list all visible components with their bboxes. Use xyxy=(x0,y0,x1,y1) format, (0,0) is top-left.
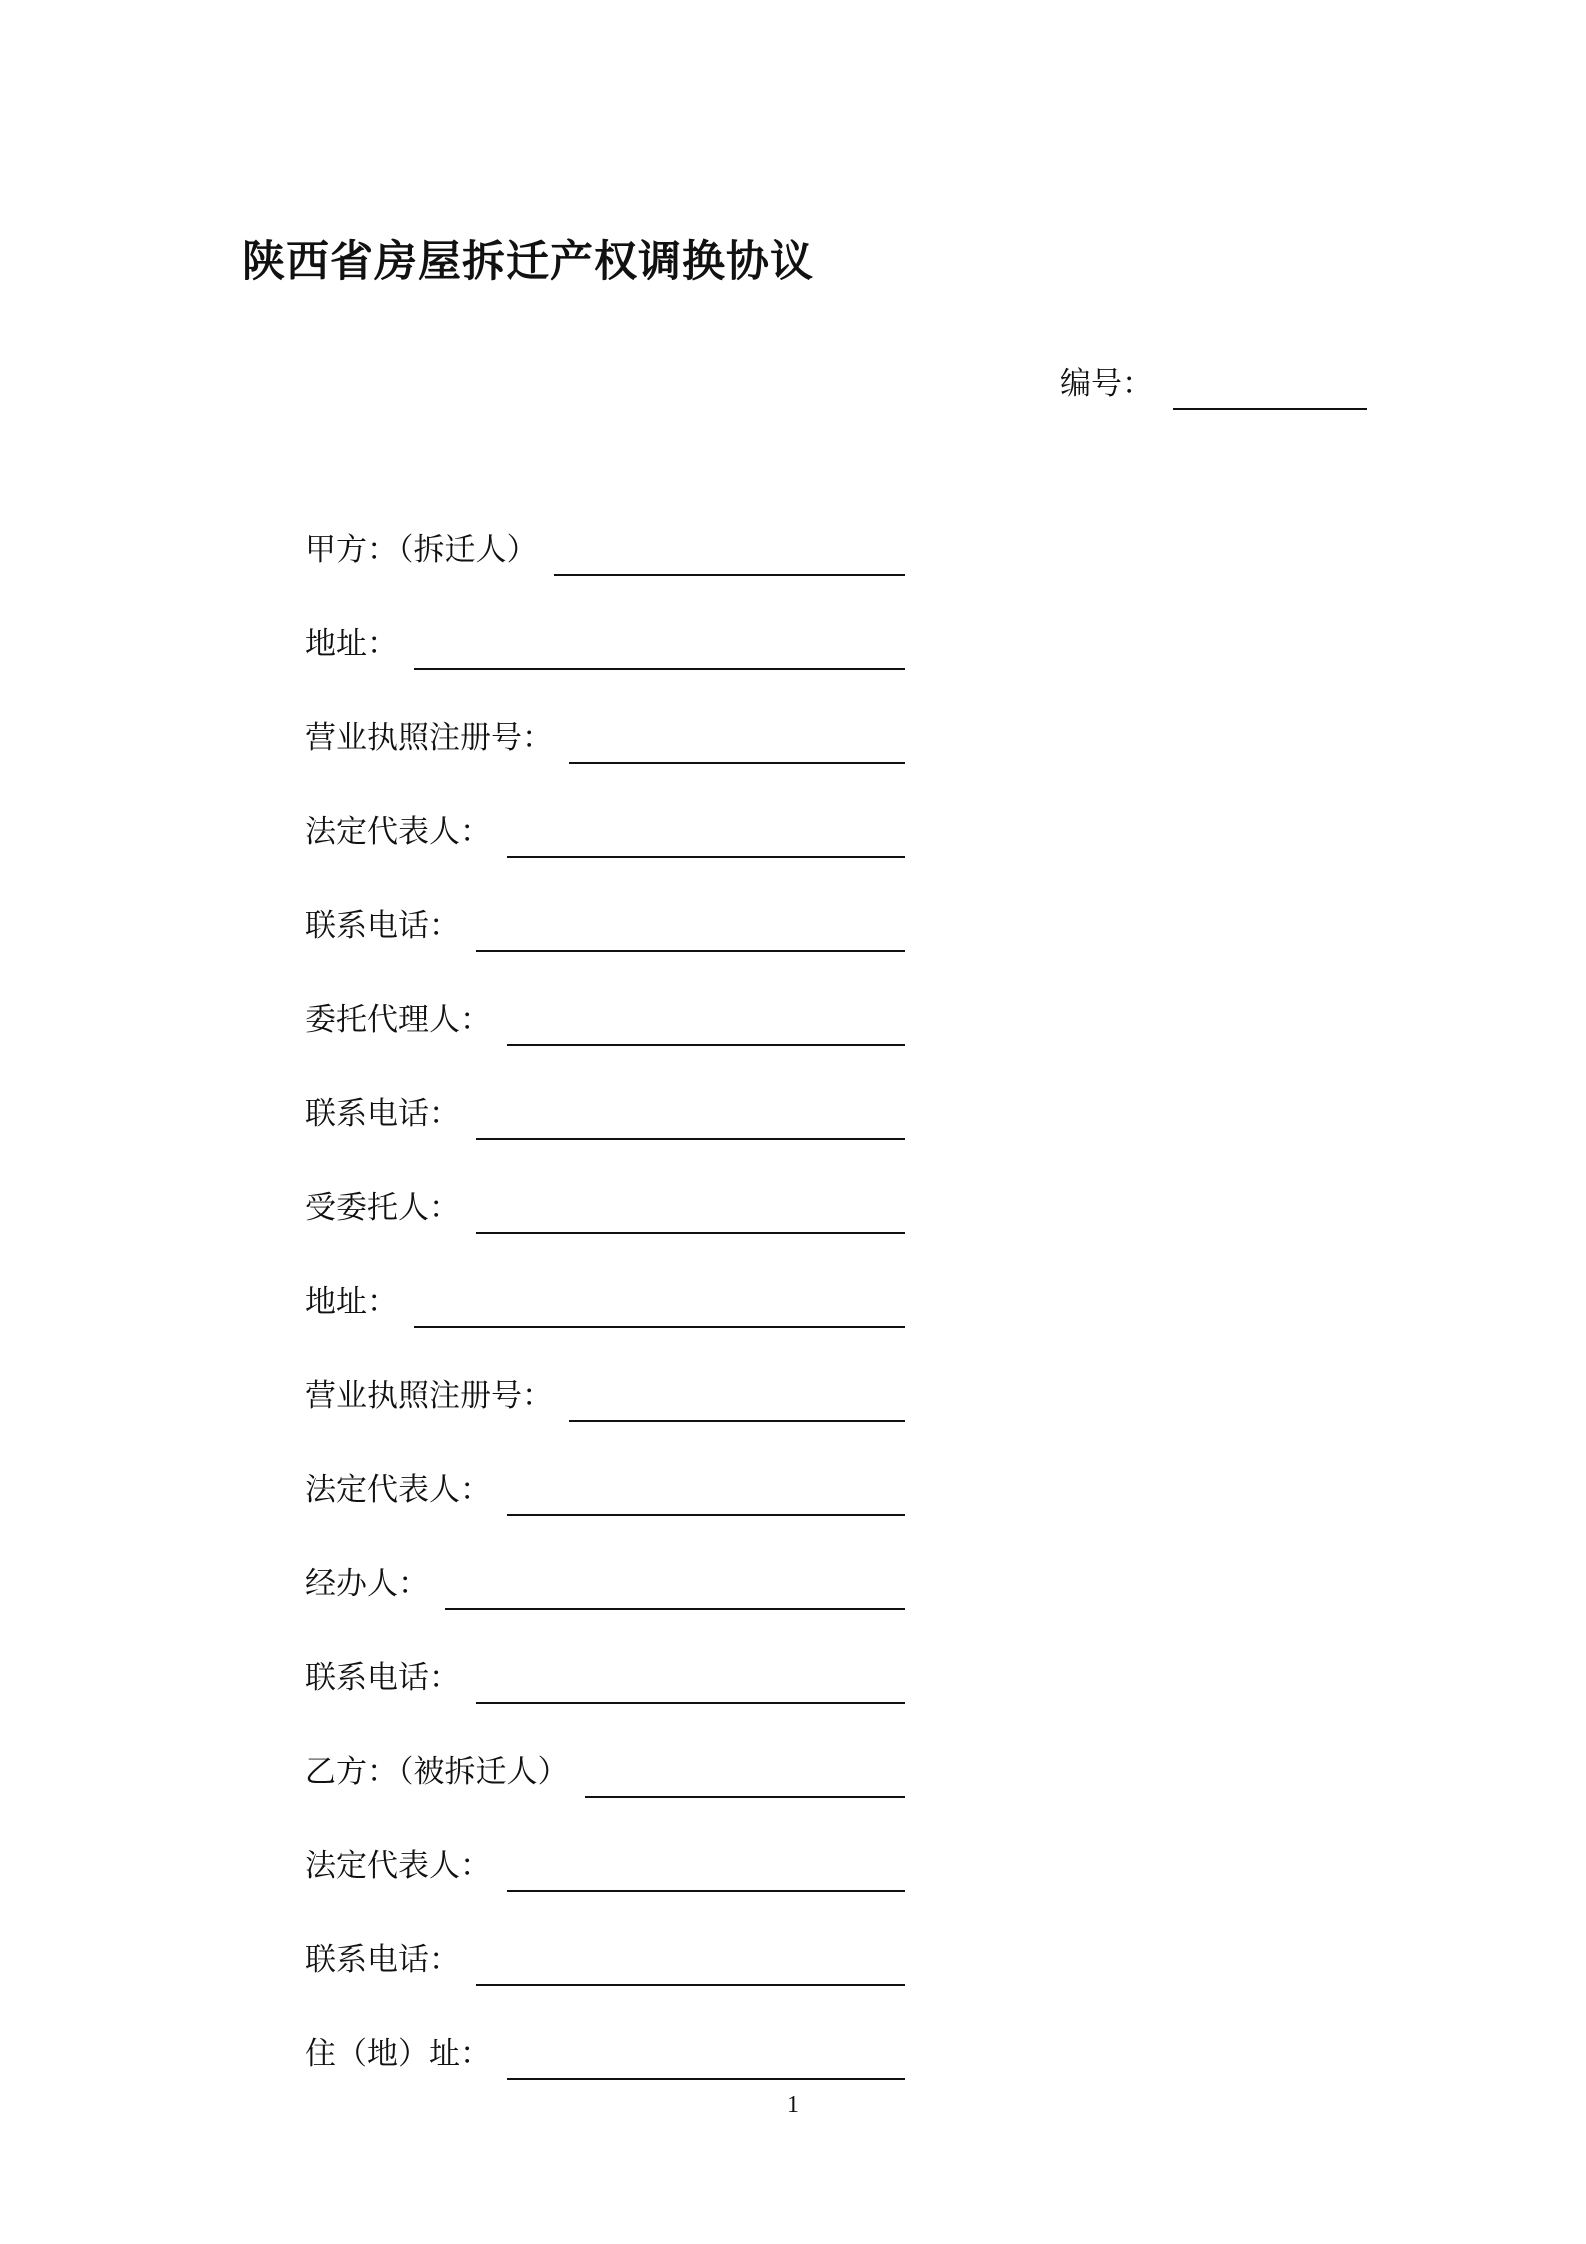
field-label: 乙方：（被拆迁人） xyxy=(305,1754,569,1790)
field-blank xyxy=(507,816,905,858)
field-party-b xyxy=(305,1704,905,1798)
field-label: 营业执照注册号： xyxy=(305,720,553,756)
field-blank xyxy=(507,1004,905,1046)
field-trustee xyxy=(305,1140,905,1234)
field-party-a-phone xyxy=(305,858,905,952)
field-label: 住（地）址： xyxy=(305,2036,491,2072)
field-blank xyxy=(476,910,905,952)
document-title: 陕西省房屋拆迁产权调换协议 xyxy=(242,237,814,287)
field-handler xyxy=(305,1516,905,1610)
field-label: 联系电话： xyxy=(305,908,460,944)
field-blank xyxy=(507,1474,905,1516)
field-blank xyxy=(585,1756,906,1798)
field-blank xyxy=(569,722,905,764)
contract-number-label: 编号： xyxy=(1060,366,1153,402)
party-fields xyxy=(305,482,905,2080)
field-trustee-address xyxy=(305,1234,905,1328)
field-label: 联系电话： xyxy=(305,1942,460,1978)
field-party-a xyxy=(305,482,905,576)
field-blank xyxy=(414,1286,905,1328)
field-party-b-legal-rep xyxy=(305,1798,905,1892)
field-blank xyxy=(476,1098,905,1140)
field-blank xyxy=(554,534,906,576)
field-blank xyxy=(476,1662,905,1704)
field-label: 地址： xyxy=(305,626,398,662)
field-party-b-address xyxy=(305,1986,905,2080)
field-blank xyxy=(445,1568,905,1610)
field-label: 联系电话： xyxy=(305,1660,460,1696)
field-label: 受委托人： xyxy=(305,1190,460,1226)
field-label: 法定代表人： xyxy=(305,814,491,850)
contract-number-row xyxy=(1060,360,1367,410)
field-party-a-license xyxy=(305,670,905,764)
field-blank xyxy=(507,1850,905,1892)
field-label: 委托代理人： xyxy=(305,1002,491,1038)
field-label: 法定代表人： xyxy=(305,1472,491,1508)
contract-number-blank xyxy=(1173,368,1367,410)
field-party-b-phone xyxy=(305,1892,905,1986)
field-label: 联系电话： xyxy=(305,1096,460,1132)
field-blank xyxy=(476,1944,905,1986)
field-agent-phone xyxy=(305,1046,905,1140)
field-blank xyxy=(507,2038,905,2080)
field-trustee-license xyxy=(305,1328,905,1422)
field-label: 法定代表人： xyxy=(305,1848,491,1884)
field-label: 经办人： xyxy=(305,1566,429,1602)
field-party-a-legal-rep xyxy=(305,764,905,858)
field-trustee-legal-rep xyxy=(305,1422,905,1516)
field-label: 甲方：（拆迁人） xyxy=(305,532,538,568)
field-blank xyxy=(414,628,905,670)
field-label: 地址： xyxy=(305,1284,398,1320)
field-handler-phone xyxy=(305,1610,905,1704)
field-agent xyxy=(305,952,905,1046)
page-number: 1 xyxy=(787,2092,799,2118)
field-party-a-address xyxy=(305,576,905,670)
field-label: 营业执照注册号： xyxy=(305,1378,553,1414)
field-blank xyxy=(476,1192,905,1234)
field-blank xyxy=(569,1380,905,1422)
